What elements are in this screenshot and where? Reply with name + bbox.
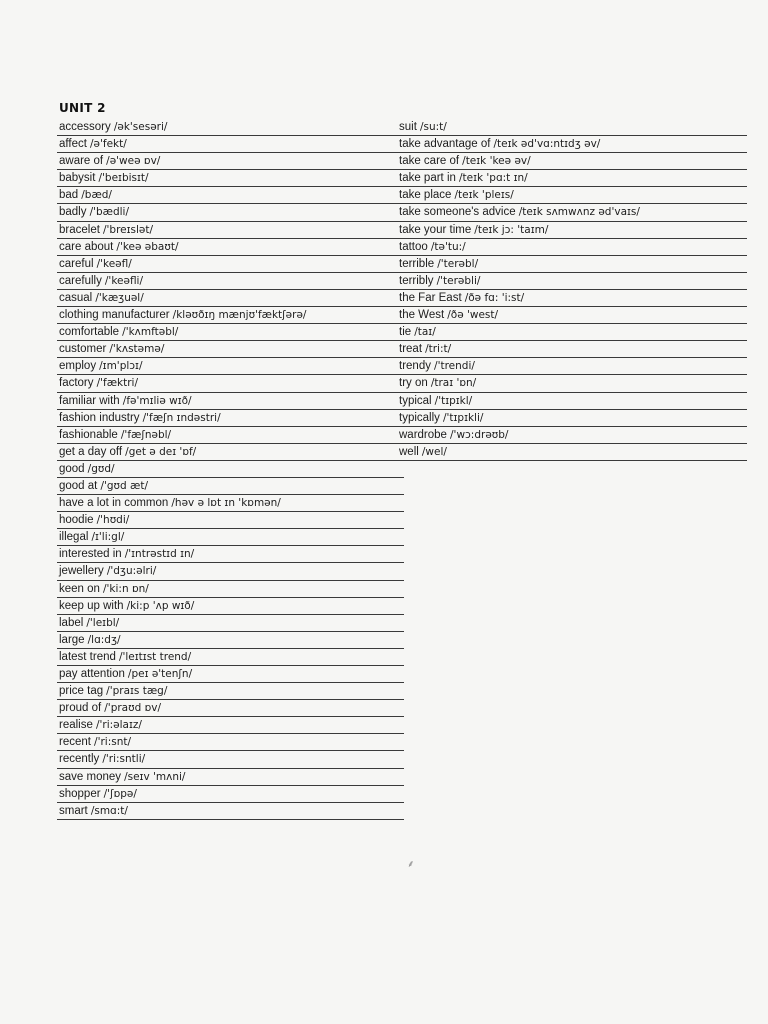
entry-pronunciation: /teɪk sʌmwʌnz əd'vaɪs/ bbox=[518, 206, 640, 219]
entry-pronunciation: /ðə fɑ: 'i:st/ bbox=[464, 291, 525, 304]
vocabulary-entry bbox=[397, 341, 747, 358]
vocabulary-entry bbox=[57, 136, 404, 153]
entry-word: tattoo bbox=[399, 240, 428, 253]
entry-word: careful bbox=[59, 257, 94, 270]
vocabulary-entry bbox=[57, 307, 404, 324]
vocabulary-entry bbox=[57, 170, 404, 187]
vocabulary-entry bbox=[57, 632, 404, 649]
entry-word: realise bbox=[59, 719, 93, 732]
vocabulary-entry bbox=[57, 717, 404, 734]
entry-pronunciation: /teɪk 'keə əv/ bbox=[462, 155, 531, 168]
vocabulary-entry bbox=[57, 786, 404, 803]
entry-word: affect bbox=[59, 138, 87, 151]
entry-word: recent bbox=[59, 736, 91, 749]
entry-pronunciation: /get ə deɪ 'ɒf/ bbox=[125, 445, 197, 458]
entry-word: aware of bbox=[59, 155, 104, 168]
entry-pronunciation: /'kʌstəmə/ bbox=[109, 343, 165, 356]
entry-word: terrible bbox=[399, 257, 435, 270]
entry-word: label bbox=[59, 616, 84, 629]
entry-word: casual bbox=[59, 291, 93, 304]
vocabulary-entry bbox=[57, 803, 404, 820]
entry-pronunciation: /'bædli/ bbox=[89, 206, 129, 219]
entry-pronunciation: /'ri:əlaɪz/ bbox=[95, 719, 142, 732]
vocabulary-entry bbox=[57, 529, 404, 546]
entry-pronunciation: /su:t/ bbox=[419, 121, 447, 133]
entry-pronunciation: /teɪk jɔ: 'taɪm/ bbox=[474, 223, 549, 236]
vocabulary-entry bbox=[57, 393, 404, 410]
entry-pronunciation: /'keə əbaʊt/ bbox=[116, 240, 179, 253]
entry-word: good bbox=[59, 462, 85, 475]
entry-pronunciation: /ək'sesəri/ bbox=[113, 121, 168, 133]
entry-pronunciation: /'fæʃnəbl/ bbox=[120, 428, 172, 441]
vocabulary-entry bbox=[57, 512, 404, 529]
entry-pronunciation: /'tɪpɪkl/ bbox=[434, 394, 473, 407]
vocabulary-entry bbox=[397, 427, 747, 444]
entry-pronunciation: /wel/ bbox=[421, 445, 447, 458]
vocabulary-entry bbox=[57, 427, 404, 444]
entry-word: suit bbox=[399, 121, 417, 133]
entry-word: pay attention bbox=[59, 668, 125, 680]
vocabulary-entry bbox=[57, 649, 404, 666]
entry-word: smart bbox=[59, 804, 88, 817]
entry-word: save money bbox=[59, 770, 122, 783]
entry-pronunciation: /teɪk əd'vɑ:ntɪdʒ əv/ bbox=[493, 138, 601, 151]
entry-word: latest trend bbox=[59, 650, 116, 663]
entry-pronunciation: /'ri:snt/ bbox=[94, 736, 132, 749]
entry-word: interested in bbox=[59, 548, 122, 561]
vocabulary-entry bbox=[57, 683, 404, 700]
scan-mark: ⸙ bbox=[407, 859, 415, 870]
entry-pronunciation: /'fæktri/ bbox=[96, 377, 138, 390]
entry-word: terribly bbox=[399, 274, 434, 287]
entry-word: the Far East bbox=[399, 291, 462, 304]
entry-word: jewellery bbox=[59, 565, 104, 578]
vocabulary-entry bbox=[57, 341, 404, 358]
entry-word: customer bbox=[59, 343, 107, 356]
vocabulary-entry bbox=[57, 239, 404, 256]
vocabulary-entry bbox=[57, 222, 404, 239]
entry-word: keep up with bbox=[59, 599, 124, 612]
entry-pronunciation: /'hʊdi/ bbox=[96, 514, 130, 527]
vocabulary-entry bbox=[397, 222, 747, 239]
vocabulary-entry bbox=[57, 290, 404, 307]
entry-word: care about bbox=[59, 240, 114, 253]
entry-word: bracelet bbox=[59, 223, 100, 236]
entry-pronunciation: /ðə 'west/ bbox=[447, 309, 499, 322]
entry-word: bad bbox=[59, 189, 79, 202]
vocabulary-entry bbox=[57, 734, 404, 751]
entry-word: comfortable bbox=[59, 326, 120, 339]
entry-word: good at bbox=[59, 479, 98, 492]
entry-word: carefully bbox=[59, 274, 102, 287]
entry-word: treat bbox=[399, 343, 423, 356]
vocabulary-entry bbox=[57, 769, 404, 786]
entry-word: take advantage of bbox=[399, 138, 491, 151]
entry-word: large bbox=[59, 633, 85, 646]
entry-pronunciation: /'ɪntrəstɪd ɪn/ bbox=[124, 548, 195, 561]
vocabulary-entry bbox=[57, 119, 404, 136]
vocabulary-entry bbox=[57, 751, 404, 768]
unit-title: UNIT 2 bbox=[59, 101, 106, 115]
entry-word: badly bbox=[59, 206, 87, 219]
entry-pronunciation: /həv ə lɒt ɪn 'kɒmən/ bbox=[171, 497, 281, 510]
vocabulary-entry bbox=[397, 187, 747, 204]
vocabulary-entry bbox=[57, 256, 404, 273]
entry-word: familiar with bbox=[59, 394, 120, 407]
entry-pronunciation: /kləʊðɪŋ mænjʊ'fæktʃərə/ bbox=[172, 309, 307, 322]
vocabulary-entry bbox=[397, 358, 747, 375]
entry-word: the West bbox=[399, 309, 445, 322]
entry-pronunciation: /'ri:sntli/ bbox=[102, 753, 146, 766]
entry-pronunciation: /ə'fekt/ bbox=[89, 138, 127, 151]
entry-pronunciation: /'breɪslət/ bbox=[102, 223, 154, 236]
entry-word: wardrobe bbox=[399, 428, 447, 441]
entry-word: take your time bbox=[399, 223, 472, 236]
entry-word: well bbox=[399, 445, 419, 458]
vocabulary-entry bbox=[397, 410, 747, 427]
entry-pronunciation: /'beɪbisɪt/ bbox=[98, 172, 149, 185]
entry-pronunciation: /traɪ 'ɒn/ bbox=[430, 377, 477, 390]
entry-word: illegal bbox=[59, 531, 89, 544]
vocabulary-entry bbox=[397, 239, 747, 256]
entry-word: fashionable bbox=[59, 428, 118, 441]
entry-pronunciation: /taɪ/ bbox=[414, 326, 436, 339]
vocabulary-list-left bbox=[57, 119, 404, 820]
entry-word: trendy bbox=[399, 360, 431, 373]
entry-pronunciation: /'trendi/ bbox=[434, 360, 475, 373]
entry-word: price tag bbox=[59, 685, 104, 698]
vocabulary-entry bbox=[397, 307, 747, 324]
vocabulary-entry bbox=[57, 563, 404, 580]
entry-pronunciation: /'gʊd æt/ bbox=[100, 479, 148, 492]
vocabulary-entry bbox=[397, 290, 747, 307]
vocabulary-entry bbox=[57, 546, 404, 563]
vocabulary-entry bbox=[57, 273, 404, 290]
entry-pronunciation: /'wɔ:drəʊb/ bbox=[450, 428, 509, 441]
entry-pronunciation: /'ʃɒpə/ bbox=[103, 787, 137, 800]
vocabulary-entry bbox=[57, 324, 404, 341]
vocabulary-entry bbox=[57, 581, 404, 598]
vocabulary-entry bbox=[397, 324, 747, 341]
entry-word: accessory bbox=[59, 121, 111, 133]
vocabulary-entry bbox=[57, 461, 404, 478]
entry-word: employ bbox=[59, 360, 97, 373]
vocabulary-entry bbox=[397, 273, 747, 290]
vocabulary-entry bbox=[57, 615, 404, 632]
vocabulary-entry bbox=[57, 478, 404, 495]
entry-word: typically bbox=[399, 411, 440, 424]
vocabulary-entry bbox=[57, 598, 404, 615]
entry-word: get a day off bbox=[59, 445, 123, 458]
entry-pronunciation: /'kæʒuəl/ bbox=[95, 291, 144, 304]
entry-pronunciation: /'fæʃn ɪndəstri/ bbox=[142, 411, 221, 424]
vocabulary-entry bbox=[397, 393, 747, 410]
entry-pronunciation: /tri:t/ bbox=[425, 343, 452, 356]
entry-word: take place bbox=[399, 189, 452, 202]
entry-pronunciation: /bæd/ bbox=[81, 189, 112, 202]
entry-pronunciation: /fə'mɪliə wɪð/ bbox=[122, 394, 192, 407]
entry-word: factory bbox=[59, 377, 94, 390]
entry-pronunciation: /teɪk 'pleɪs/ bbox=[454, 189, 514, 202]
entry-pronunciation: /peɪ ə'tenʃn/ bbox=[127, 668, 193, 680]
vocabulary-list-right bbox=[397, 119, 747, 461]
entry-pronunciation: /'keəfl/ bbox=[96, 257, 132, 270]
vocabulary-entry bbox=[397, 204, 747, 221]
entry-pronunciation: /ə'weə ɒv/ bbox=[106, 155, 161, 168]
vocabulary-entry bbox=[397, 444, 747, 461]
vocabulary-entry bbox=[57, 444, 404, 461]
vocabulary-entry bbox=[57, 358, 404, 375]
entry-pronunciation: /'tɪpɪkli/ bbox=[442, 411, 484, 424]
entry-pronunciation: /'keəfli/ bbox=[104, 274, 144, 287]
entry-pronunciation: /smɑ:t/ bbox=[90, 804, 128, 817]
vocabulary-entry bbox=[397, 153, 747, 170]
vocabulary-entry bbox=[57, 375, 404, 392]
vocabulary-entry bbox=[57, 410, 404, 427]
entry-word: proud of bbox=[59, 702, 102, 715]
vocabulary-entry bbox=[57, 187, 404, 204]
entry-pronunciation: /'dʒu:əlri/ bbox=[106, 565, 157, 578]
entry-pronunciation: /'kʌmftəbl/ bbox=[122, 326, 179, 339]
vocabulary-entry bbox=[397, 256, 747, 273]
entry-pronunciation: /ɪm'plɔɪ/ bbox=[99, 360, 143, 373]
entry-word: hoodie bbox=[59, 514, 94, 527]
entry-pronunciation: /teɪk 'pɑ:t ɪn/ bbox=[458, 172, 528, 185]
vocabulary-entry bbox=[397, 170, 747, 187]
entry-word: take someone's advice bbox=[399, 206, 516, 219]
entry-word: try on bbox=[399, 377, 428, 390]
vocabulary-entry bbox=[57, 204, 404, 221]
entry-pronunciation: /seɪv 'mʌni/ bbox=[124, 770, 186, 783]
entry-pronunciation: /'praʊd ɒv/ bbox=[104, 702, 162, 715]
vocabulary-entry bbox=[397, 119, 747, 136]
entry-pronunciation: /ki:p 'ʌp wɪð/ bbox=[126, 599, 195, 612]
vocabulary-entry bbox=[397, 375, 747, 392]
entry-pronunciation: /tə'tu:/ bbox=[430, 240, 466, 253]
entry-pronunciation: /'terəbl/ bbox=[437, 257, 479, 270]
vocabulary-entry bbox=[397, 136, 747, 153]
entry-word: take care of bbox=[399, 155, 460, 168]
entry-pronunciation: /lɑ:dʒ/ bbox=[87, 633, 121, 646]
vocabulary-entry bbox=[57, 495, 404, 512]
entry-pronunciation: /ɪ'li:gl/ bbox=[91, 531, 125, 544]
entry-pronunciation: /gʊd/ bbox=[87, 462, 115, 475]
vocabulary-entry bbox=[57, 700, 404, 717]
vocabulary-entry bbox=[57, 666, 404, 683]
entry-word: keen on bbox=[59, 582, 100, 595]
entry-word: babysit bbox=[59, 172, 96, 185]
vocabulary-entry bbox=[57, 153, 404, 170]
entry-pronunciation: /'leɪbl/ bbox=[86, 616, 120, 629]
entry-word: have a lot in common bbox=[59, 497, 169, 510]
entry-word: tie bbox=[399, 326, 412, 339]
entry-pronunciation: /'praɪs tæg/ bbox=[106, 685, 168, 698]
entry-pronunciation: /'terəbli/ bbox=[436, 274, 481, 287]
entry-word: fashion industry bbox=[59, 411, 140, 424]
entry-word: take part in bbox=[399, 172, 456, 185]
entry-pronunciation: /'leɪtɪst trend/ bbox=[118, 650, 192, 663]
entry-word: clothing manufacturer bbox=[59, 309, 170, 322]
entry-word: recently bbox=[59, 753, 100, 766]
entry-word: typical bbox=[399, 394, 432, 407]
entry-pronunciation: /'ki:n ɒn/ bbox=[103, 582, 149, 595]
entry-word: shopper bbox=[59, 787, 101, 800]
